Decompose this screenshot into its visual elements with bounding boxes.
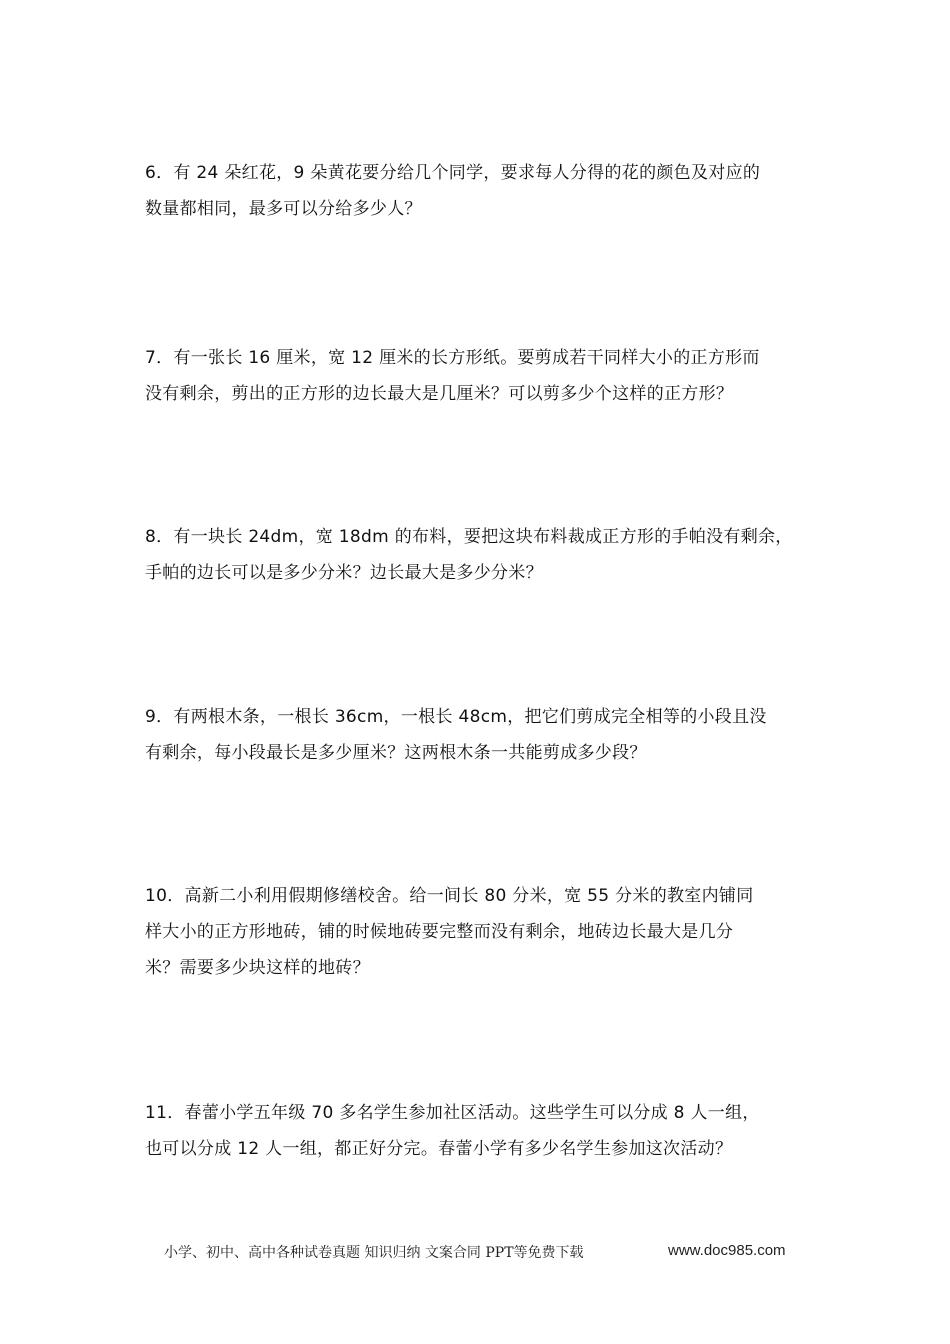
question-6-line-1: 6．有 24 朵红花，9 朵黄花要分给几个同学，要求每人分得的花的颜色及对应的 xyxy=(145,163,761,183)
footer-url: www.doc985.com xyxy=(668,1242,786,1259)
question-10-line-3: 米？需要多少块这样的地砖？ xyxy=(145,958,370,978)
question-11 xyxy=(145,1095,815,1167)
question-7 xyxy=(145,340,815,412)
footer-text: 小学、初中、高中各种试卷真题 知识归纳 文案合同 PPT等免费下载 xyxy=(164,1245,584,1261)
question-11-line-2: 也可以分成 12 人一组，都正好分完。春蕾小学有多少名学生参加这次活动？ xyxy=(145,1139,733,1159)
question-8 xyxy=(145,519,815,591)
question-6 xyxy=(145,155,815,227)
question-9-line-2: 有剩余，每小段最长是多少厘米？这两根木条一共能剪成多少段？ xyxy=(145,743,647,763)
question-10-line-2: 样大小的正方形地砖，铺的时候地砖要完整而没有剩余，地砖边长最大是几分 xyxy=(145,922,734,942)
question-6-line-2: 数量都相同，最多可以分给多少人？ xyxy=(145,199,422,219)
question-10 xyxy=(145,878,815,986)
question-7-line-1: 7．有一张长 16 厘米，宽 12 厘米的长方形纸。要剪成若干同样大小的正方形而 xyxy=(145,348,760,368)
question-9 xyxy=(145,699,815,771)
question-7-line-2: 没有剩余，剪出的正方形的边长最大是几厘米？可以剪多少个这样的正方形？ xyxy=(145,384,734,404)
question-9-line-1: 9．有两根木条，一根长 36cm，一根长 48cm，把它们剪成完全相等的小段且没 xyxy=(145,707,767,727)
question-8-line-1: 8．有一块长 24dm，宽 18dm 的布料，要把这块布料裁成正方形的手帕没有剩余， xyxy=(145,527,793,547)
question-10-line-1: 10．高新二小利用假期修缮校舍。给一间长 80 分米，宽 55 分米的教室内铺同 xyxy=(145,886,754,906)
question-11-line-1: 11．春蕾小学五年级 70 多名学生参加社区活动。这些学生可以分成 8 人一组， xyxy=(145,1103,760,1123)
question-8-line-2: 手帕的边长可以是多少分米？边长最大是多少分米？ xyxy=(145,563,543,583)
